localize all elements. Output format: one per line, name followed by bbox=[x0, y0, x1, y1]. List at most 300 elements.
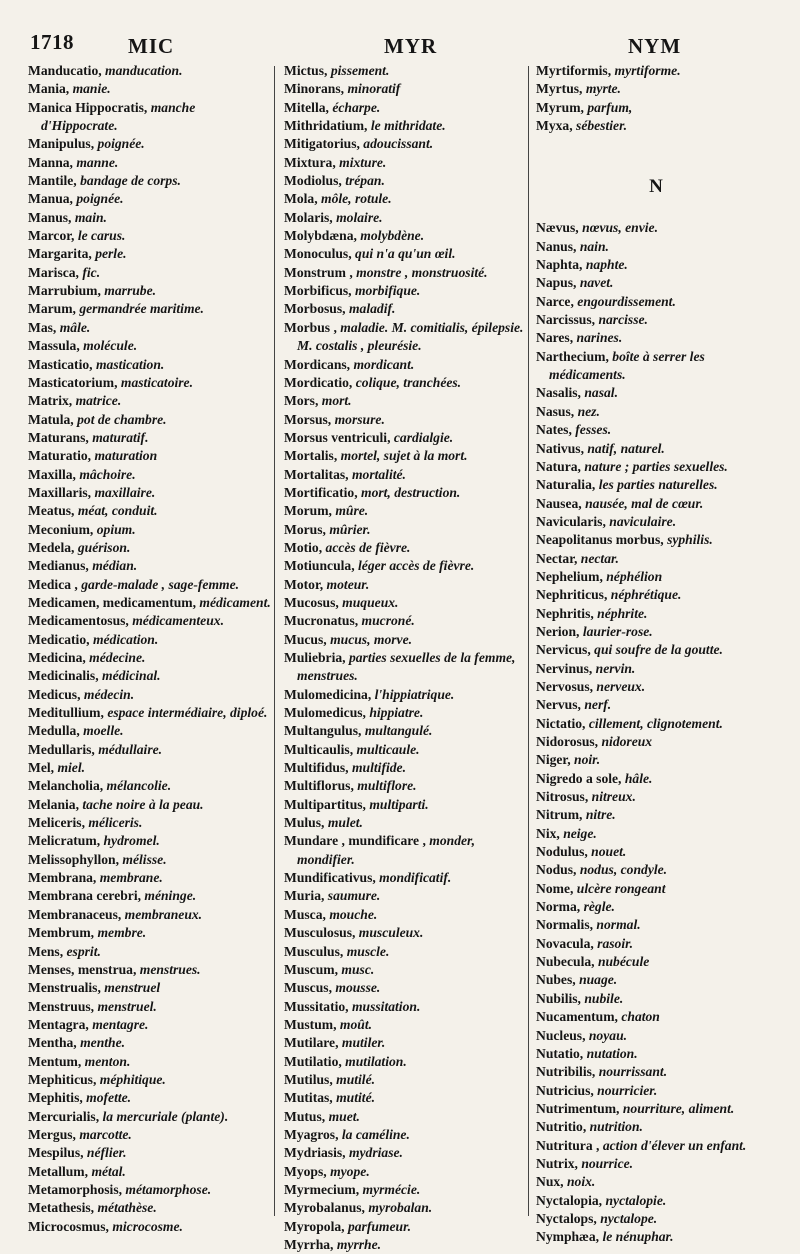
dictionary-entry bbox=[28, 759, 274, 777]
latin-term: Masticatorium, bbox=[28, 374, 121, 390]
latin-term: Molybdæna, bbox=[284, 228, 361, 244]
latin-term: Nephriticus, bbox=[536, 587, 611, 603]
dictionary-entry bbox=[28, 484, 274, 502]
french-translation: minoratif bbox=[347, 81, 401, 97]
french-translation: muet. bbox=[328, 1108, 360, 1124]
latin-term: Naturalia, bbox=[536, 477, 599, 493]
latin-term: Nome, bbox=[536, 880, 577, 896]
latin-term: Nubes, bbox=[536, 972, 580, 988]
french-translation: moteur. bbox=[326, 576, 370, 592]
latin-term: Myrtus, bbox=[536, 81, 586, 97]
latin-term: Nutatio, bbox=[536, 1045, 587, 1061]
latin-term: Manua, bbox=[28, 191, 77, 207]
french-translation: moelle. bbox=[83, 723, 124, 739]
latin-term: Matrix, bbox=[28, 393, 76, 409]
dictionary-entry bbox=[536, 348, 776, 385]
dictionary-entry bbox=[536, 971, 776, 989]
french-translation: méat, conduit. bbox=[77, 503, 158, 519]
latin-term: Modiolus, bbox=[284, 173, 346, 189]
dictionary-entry bbox=[284, 832, 526, 869]
french-translation: léger accès de fièvre. bbox=[358, 558, 475, 574]
latin-term: Neapolitanus morbus, bbox=[536, 532, 668, 548]
latin-term: Nodulus, bbox=[536, 844, 592, 860]
latin-term: Nanus, bbox=[536, 238, 580, 254]
french-translation: menstrues. bbox=[139, 961, 201, 977]
french-translation: mentagre. bbox=[92, 1016, 149, 1032]
french-translation: mastication. bbox=[95, 356, 165, 372]
dictionary-entry bbox=[28, 1053, 274, 1071]
french-translation: mucroné. bbox=[361, 613, 415, 629]
latin-term: Medullaris, bbox=[28, 741, 99, 757]
latin-term: Multifidus, bbox=[284, 760, 352, 776]
dictionary-entry bbox=[284, 704, 526, 722]
latin-term: Margarita, bbox=[28, 246, 96, 262]
dictionary-entry bbox=[536, 880, 776, 898]
french-translation: multicaule. bbox=[356, 741, 420, 757]
french-translation: adoucissant. bbox=[363, 136, 434, 152]
latin-term: Mucosus, bbox=[284, 594, 343, 610]
french-translation: mucus, morve. bbox=[330, 631, 413, 647]
latin-term: Mephitis, bbox=[28, 1090, 87, 1106]
french-translation: l'hippiatrique. bbox=[374, 686, 455, 702]
dictionary-entry bbox=[536, 293, 776, 311]
latin-term: Membranaceus, bbox=[28, 906, 125, 922]
french-translation: néflier. bbox=[86, 1145, 127, 1161]
dictionary-entry bbox=[284, 979, 526, 997]
dictionary-entry bbox=[284, 943, 526, 961]
dictionary-entry bbox=[284, 1071, 526, 1089]
french-translation: matrice. bbox=[75, 393, 122, 409]
dictionary-entry bbox=[536, 99, 776, 117]
french-translation: nutrition. bbox=[589, 1119, 643, 1135]
latin-term: Morbificus, bbox=[284, 283, 355, 299]
french-translation: médecin. bbox=[83, 686, 135, 702]
french-translation: myrte. bbox=[585, 81, 621, 97]
latin-term: Muliebria, bbox=[284, 650, 349, 665]
latin-term: Mordicatio, bbox=[284, 374, 356, 390]
latin-term: Medicus, bbox=[28, 686, 84, 702]
french-translation: parties sexuelles de la femme, menstrues. bbox=[297, 650, 516, 684]
latin-term: Melancholia, bbox=[28, 778, 107, 794]
dictionary-entry bbox=[284, 906, 526, 924]
french-translation: membrane. bbox=[99, 870, 163, 886]
french-translation: maladie. M. comitialis, épilepsie. M. costalis , pleurésie. bbox=[297, 319, 524, 354]
latin-term: Nidorosus, bbox=[536, 734, 602, 749]
dictionary-entry bbox=[284, 1163, 526, 1181]
dictionary-entry bbox=[536, 1082, 776, 1100]
latin-term: Myops, bbox=[284, 1163, 331, 1179]
latin-term: Metallum, bbox=[28, 1163, 92, 1179]
french-translation: nez. bbox=[577, 403, 600, 419]
dictionary-entry bbox=[284, 998, 526, 1016]
latin-term: Medica , bbox=[28, 576, 82, 592]
latin-term: Nasalis, bbox=[536, 385, 585, 401]
dictionary-entry bbox=[28, 209, 274, 227]
latin-term: Nutricius, bbox=[536, 1082, 598, 1098]
french-translation: fic. bbox=[82, 264, 101, 280]
latin-term: Nucleus, bbox=[536, 1027, 589, 1043]
dictionary-entry bbox=[536, 550, 776, 568]
dictionary-entry bbox=[284, 1053, 526, 1071]
dictionary-entry bbox=[284, 264, 526, 282]
french-translation: microcosme. bbox=[112, 1218, 183, 1234]
french-translation: mulet. bbox=[327, 815, 363, 831]
running-head-right: NYM bbox=[628, 34, 682, 58]
latin-term: Morbus , bbox=[284, 319, 341, 335]
latin-term: Mordicans, bbox=[284, 356, 354, 372]
french-translation: musc. bbox=[341, 961, 375, 977]
latin-term: Mercurialis, bbox=[28, 1108, 103, 1124]
latin-term: Nephelium, bbox=[536, 568, 607, 584]
latin-term: Nervosus, bbox=[536, 678, 597, 694]
french-translation: guérison. bbox=[77, 539, 131, 555]
dictionary-entry bbox=[536, 421, 776, 439]
dictionary-entry bbox=[536, 715, 776, 733]
french-translation: narcisse. bbox=[598, 312, 648, 328]
dictionary-entry bbox=[536, 531, 776, 549]
french-translation: marrube. bbox=[104, 283, 157, 299]
french-translation: menstruel bbox=[104, 980, 161, 996]
latin-term: Mens, bbox=[28, 943, 67, 959]
dictionary-entry bbox=[28, 777, 274, 795]
dictionary-entry bbox=[536, 1137, 776, 1155]
dictionary-entry bbox=[28, 943, 274, 961]
dictionary-entry bbox=[536, 568, 776, 586]
french-translation: mâchoire. bbox=[79, 466, 136, 482]
french-translation: nitre. bbox=[585, 807, 616, 823]
latin-term: Nativus, bbox=[536, 440, 588, 456]
dictionary-entry bbox=[536, 825, 776, 843]
french-translation: multiflore. bbox=[357, 778, 417, 794]
dictionary-entry bbox=[284, 282, 526, 300]
dictionary-entry bbox=[284, 887, 526, 905]
dictionary-entry bbox=[28, 1181, 274, 1199]
dictionary-entry bbox=[284, 686, 526, 704]
french-translation: pot de chambre. bbox=[77, 411, 167, 427]
dictionary-entry bbox=[536, 953, 776, 971]
latin-term: Melicratum, bbox=[28, 833, 104, 849]
running-head-left: MIC bbox=[128, 34, 175, 58]
dictionary-entry bbox=[536, 660, 776, 678]
french-translation: colique, tranchées. bbox=[355, 374, 462, 390]
latin-term: Nervus, bbox=[536, 697, 585, 713]
french-translation: le mithridate. bbox=[370, 118, 446, 134]
dictionary-entry bbox=[284, 300, 526, 318]
dictionary-entry bbox=[536, 916, 776, 934]
dictionary-entry bbox=[28, 961, 274, 979]
dictionary-entry bbox=[284, 521, 526, 539]
dictionary-entry bbox=[28, 1089, 274, 1107]
latin-term: Mentha, bbox=[28, 1035, 81, 1051]
dictionary-entry bbox=[28, 337, 274, 355]
latin-term: Marrubium, bbox=[28, 283, 105, 299]
dictionary-entry bbox=[284, 172, 526, 190]
french-translation: naviculaire. bbox=[609, 513, 677, 529]
french-translation: multiparti. bbox=[369, 796, 429, 812]
latin-term: Nitrum, bbox=[536, 807, 586, 823]
latin-term: Nyctalops, bbox=[536, 1210, 601, 1226]
french-translation: myrrhe. bbox=[336, 1237, 382, 1252]
latin-term: Melissophyllon, bbox=[28, 851, 123, 867]
french-translation: médian. bbox=[92, 558, 138, 574]
latin-term: Mutus, bbox=[284, 1108, 329, 1124]
latin-term: Motor, bbox=[284, 576, 327, 592]
dictionary-entry bbox=[284, 1016, 526, 1034]
french-translation: morbifique. bbox=[354, 283, 421, 299]
french-translation: sébestier. bbox=[576, 118, 628, 134]
french-translation: garde-malade , sage-femme. bbox=[81, 576, 240, 592]
dictionary-entry bbox=[284, 99, 526, 117]
french-translation: môle, rotule. bbox=[321, 191, 392, 207]
latin-term: Mulomedicina, bbox=[284, 686, 375, 702]
french-translation: nain. bbox=[579, 238, 609, 254]
latin-term: Mergus, bbox=[28, 1126, 80, 1142]
french-translation: mélancolie. bbox=[106, 778, 172, 794]
french-translation: naphte. bbox=[585, 257, 628, 273]
french-translation: parfum, bbox=[587, 99, 633, 115]
dictionary-entry bbox=[536, 1228, 776, 1246]
french-translation: noyau. bbox=[588, 1027, 628, 1043]
latin-term: Medicamentosus, bbox=[28, 613, 133, 629]
latin-term: Mitella, bbox=[284, 99, 333, 115]
latin-term: Menstrualis, bbox=[28, 980, 105, 996]
dictionary-entry bbox=[28, 190, 274, 208]
french-translation: parfumeur. bbox=[347, 1218, 412, 1234]
latin-term: Monoculus, bbox=[284, 246, 356, 262]
dictionary-entry bbox=[536, 770, 776, 788]
latin-term: Nutribilis, bbox=[536, 1064, 599, 1080]
dictionary-entry bbox=[536, 62, 776, 80]
dictionary-entry bbox=[28, 264, 274, 282]
french-translation: nodus, condyle. bbox=[579, 862, 668, 878]
latin-term: Melania, bbox=[28, 796, 83, 812]
dictionary-entry bbox=[28, 227, 274, 245]
dictionary-entry bbox=[284, 741, 526, 759]
dictionary-entry bbox=[28, 1144, 274, 1162]
french-translation: natif, naturel. bbox=[587, 440, 665, 456]
dictionary-entry bbox=[536, 403, 776, 421]
dictionary-entry bbox=[28, 135, 274, 153]
latin-term: Mutitas, bbox=[284, 1090, 337, 1106]
column-right-top bbox=[536, 62, 776, 135]
french-translation: laurier-rose. bbox=[582, 623, 653, 639]
french-translation: monstre , monstruosité. bbox=[356, 264, 488, 280]
french-translation: neige. bbox=[563, 825, 597, 841]
latin-term: Membrum, bbox=[28, 925, 98, 941]
french-translation: membraneux. bbox=[124, 906, 203, 922]
latin-term: Myxa, bbox=[536, 118, 577, 134]
french-translation: qui soufre de la goutte. bbox=[594, 642, 723, 658]
dictionary-entry bbox=[536, 678, 776, 696]
dictionary-entry bbox=[28, 1218, 274, 1236]
french-translation: nyctalope. bbox=[600, 1210, 658, 1226]
french-translation: nourricier. bbox=[597, 1082, 658, 1098]
french-translation: miel. bbox=[57, 760, 86, 776]
dictionary-entry bbox=[284, 539, 526, 557]
french-translation: muscle. bbox=[346, 943, 390, 959]
dictionary-entry bbox=[284, 374, 526, 392]
dictionary-entry bbox=[284, 502, 526, 520]
french-translation: noix. bbox=[566, 1174, 596, 1190]
latin-term: Morum, bbox=[284, 503, 336, 519]
dictionary-entry bbox=[284, 631, 526, 649]
french-translation: mydriase. bbox=[348, 1145, 403, 1161]
dictionary-entry bbox=[284, 612, 526, 630]
latin-term: Muria, bbox=[284, 888, 328, 904]
french-translation: nuage. bbox=[579, 972, 618, 988]
french-translation: nyctalopie. bbox=[605, 1192, 667, 1208]
latin-term: Nutrix, bbox=[536, 1155, 582, 1171]
french-translation: mutiler. bbox=[341, 1035, 386, 1051]
french-translation: pissement. bbox=[330, 63, 390, 78]
dictionary-entry bbox=[284, 759, 526, 777]
latin-term: Nitrosus, bbox=[536, 789, 592, 805]
latin-term: Nix, bbox=[536, 825, 564, 841]
latin-term: Mors, bbox=[284, 393, 322, 409]
running-head-center: MYR bbox=[384, 34, 438, 58]
french-translation: nubile. bbox=[584, 990, 624, 1006]
latin-term: Narce, bbox=[536, 293, 578, 309]
latin-term: Medianus, bbox=[28, 558, 93, 574]
french-translation: nerf. bbox=[584, 697, 612, 713]
latin-term: Molaris, bbox=[284, 209, 337, 225]
latin-term: Mutilare, bbox=[284, 1035, 342, 1051]
latin-term: Medicina, bbox=[28, 650, 90, 665]
french-translation: maturation bbox=[94, 448, 158, 464]
column-divider bbox=[528, 66, 529, 1216]
latin-term: Muscus, bbox=[284, 980, 336, 996]
page-number: 1718 bbox=[30, 30, 74, 54]
column-left bbox=[28, 62, 274, 1234]
french-translation: poignée. bbox=[97, 136, 145, 152]
latin-term: Nervinus, bbox=[536, 660, 596, 676]
latin-term: Mortalis, bbox=[284, 448, 341, 464]
french-translation: mousse. bbox=[335, 980, 381, 996]
french-translation: menton. bbox=[84, 1053, 131, 1069]
french-translation: mutité. bbox=[336, 1090, 376, 1106]
latin-term: Mantile, bbox=[28, 173, 81, 189]
french-translation: la caméline. bbox=[341, 1126, 410, 1142]
latin-term: Myrobalanus, bbox=[284, 1200, 369, 1216]
dictionary-entry bbox=[28, 319, 274, 337]
column-right bbox=[536, 62, 776, 1245]
french-translation: mâle. bbox=[59, 319, 91, 335]
french-translation: cardialgie. bbox=[393, 429, 454, 445]
latin-term: Morus, bbox=[284, 521, 330, 537]
dictionary-entry bbox=[284, 484, 526, 502]
latin-term: Norma, bbox=[536, 899, 584, 915]
french-translation: molybdène. bbox=[360, 228, 425, 244]
french-translation: accès de fièvre. bbox=[325, 539, 411, 555]
french-translation: mélisse. bbox=[122, 851, 167, 867]
dictionary-entry bbox=[536, 1155, 776, 1173]
french-translation: manie. bbox=[72, 81, 111, 97]
dictionary-entry bbox=[28, 1163, 274, 1181]
french-translation: mixture. bbox=[339, 154, 387, 170]
dictionary-entry bbox=[536, 476, 776, 494]
latin-term: Nerion, bbox=[536, 623, 583, 639]
latin-term: Matula, bbox=[28, 411, 78, 427]
latin-term: Mundare , mundificare , bbox=[284, 833, 430, 849]
dictionary-entry bbox=[28, 832, 274, 850]
french-translation: nutation. bbox=[586, 1045, 638, 1061]
latin-term: Minorans, bbox=[284, 81, 348, 97]
dictionary-entry bbox=[28, 722, 274, 740]
latin-term: Metathesis, bbox=[28, 1200, 98, 1216]
latin-term: Myropola, bbox=[284, 1218, 348, 1234]
dictionary-entry bbox=[536, 1063, 776, 1081]
latin-term: Myrmecium, bbox=[284, 1181, 363, 1197]
dictionary-entry bbox=[284, 649, 526, 686]
section-letter-heading: N bbox=[649, 176, 663, 198]
dictionary-entry bbox=[28, 741, 274, 759]
column-center bbox=[284, 62, 526, 1252]
latin-term: Marum, bbox=[28, 301, 80, 317]
latin-term: Musculosus, bbox=[284, 925, 359, 941]
latin-term: Mussitatio, bbox=[284, 998, 352, 1014]
french-translation: qui n'a qu'un œil. bbox=[355, 246, 456, 262]
latin-term: Medulla, bbox=[28, 723, 84, 739]
latin-term: Mephiticus, bbox=[28, 1071, 100, 1087]
latin-term: Nigredo a sole, bbox=[536, 770, 625, 786]
french-translation: mofette. bbox=[86, 1090, 132, 1106]
dictionary-entry bbox=[284, 1126, 526, 1144]
dictionary-entry bbox=[28, 594, 274, 612]
latin-term: Motiuncula, bbox=[284, 558, 359, 574]
dictionary-entry bbox=[284, 245, 526, 263]
dictionary-entry bbox=[28, 521, 274, 539]
dictionary-entry bbox=[536, 274, 776, 292]
dictionary-entry bbox=[536, 1045, 776, 1063]
dictionary-entry bbox=[284, 777, 526, 795]
latin-term: Mel, bbox=[28, 760, 58, 776]
french-translation: menthe. bbox=[80, 1035, 126, 1051]
latin-term: Metamorphosis, bbox=[28, 1181, 126, 1197]
latin-term: Manipulus, bbox=[28, 136, 98, 152]
french-translation: méninge. bbox=[144, 888, 197, 904]
dictionary-entry bbox=[284, 319, 526, 356]
dictionary-entry bbox=[28, 539, 274, 557]
french-translation: syphilis. bbox=[667, 532, 713, 548]
dictionary-entry bbox=[284, 814, 526, 832]
dictionary-entry bbox=[28, 392, 274, 410]
french-translation: chaton bbox=[621, 1009, 660, 1025]
french-translation: myrmécie. bbox=[362, 1181, 421, 1197]
dictionary-entry bbox=[28, 686, 274, 704]
dictionary-entry bbox=[284, 1236, 526, 1254]
dictionary-entry bbox=[28, 300, 274, 318]
dictionary-entry bbox=[536, 605, 776, 623]
latin-term: Manus, bbox=[28, 209, 75, 225]
dictionary-entry bbox=[28, 887, 274, 905]
french-translation: nouet. bbox=[591, 844, 627, 860]
latin-term: Niger, bbox=[536, 752, 575, 768]
latin-term: Mixtura, bbox=[284, 154, 340, 170]
french-translation: méliceris. bbox=[88, 815, 143, 831]
french-translation: mort. bbox=[321, 393, 352, 409]
latin-term: Nausea, bbox=[536, 495, 586, 511]
dictionary-entry bbox=[284, 411, 526, 429]
french-translation: muqueux. bbox=[342, 594, 399, 610]
dictionary-entry bbox=[536, 1027, 776, 1045]
latin-term: Motio, bbox=[284, 539, 326, 555]
latin-term: Membrana cerebri, bbox=[28, 888, 145, 904]
latin-term: Massula, bbox=[28, 338, 84, 354]
dictionary-entry bbox=[28, 998, 274, 1016]
dictionary-entry bbox=[284, 1089, 526, 1107]
dictionary-entry bbox=[28, 154, 274, 172]
latin-term: Natura, bbox=[536, 458, 585, 474]
